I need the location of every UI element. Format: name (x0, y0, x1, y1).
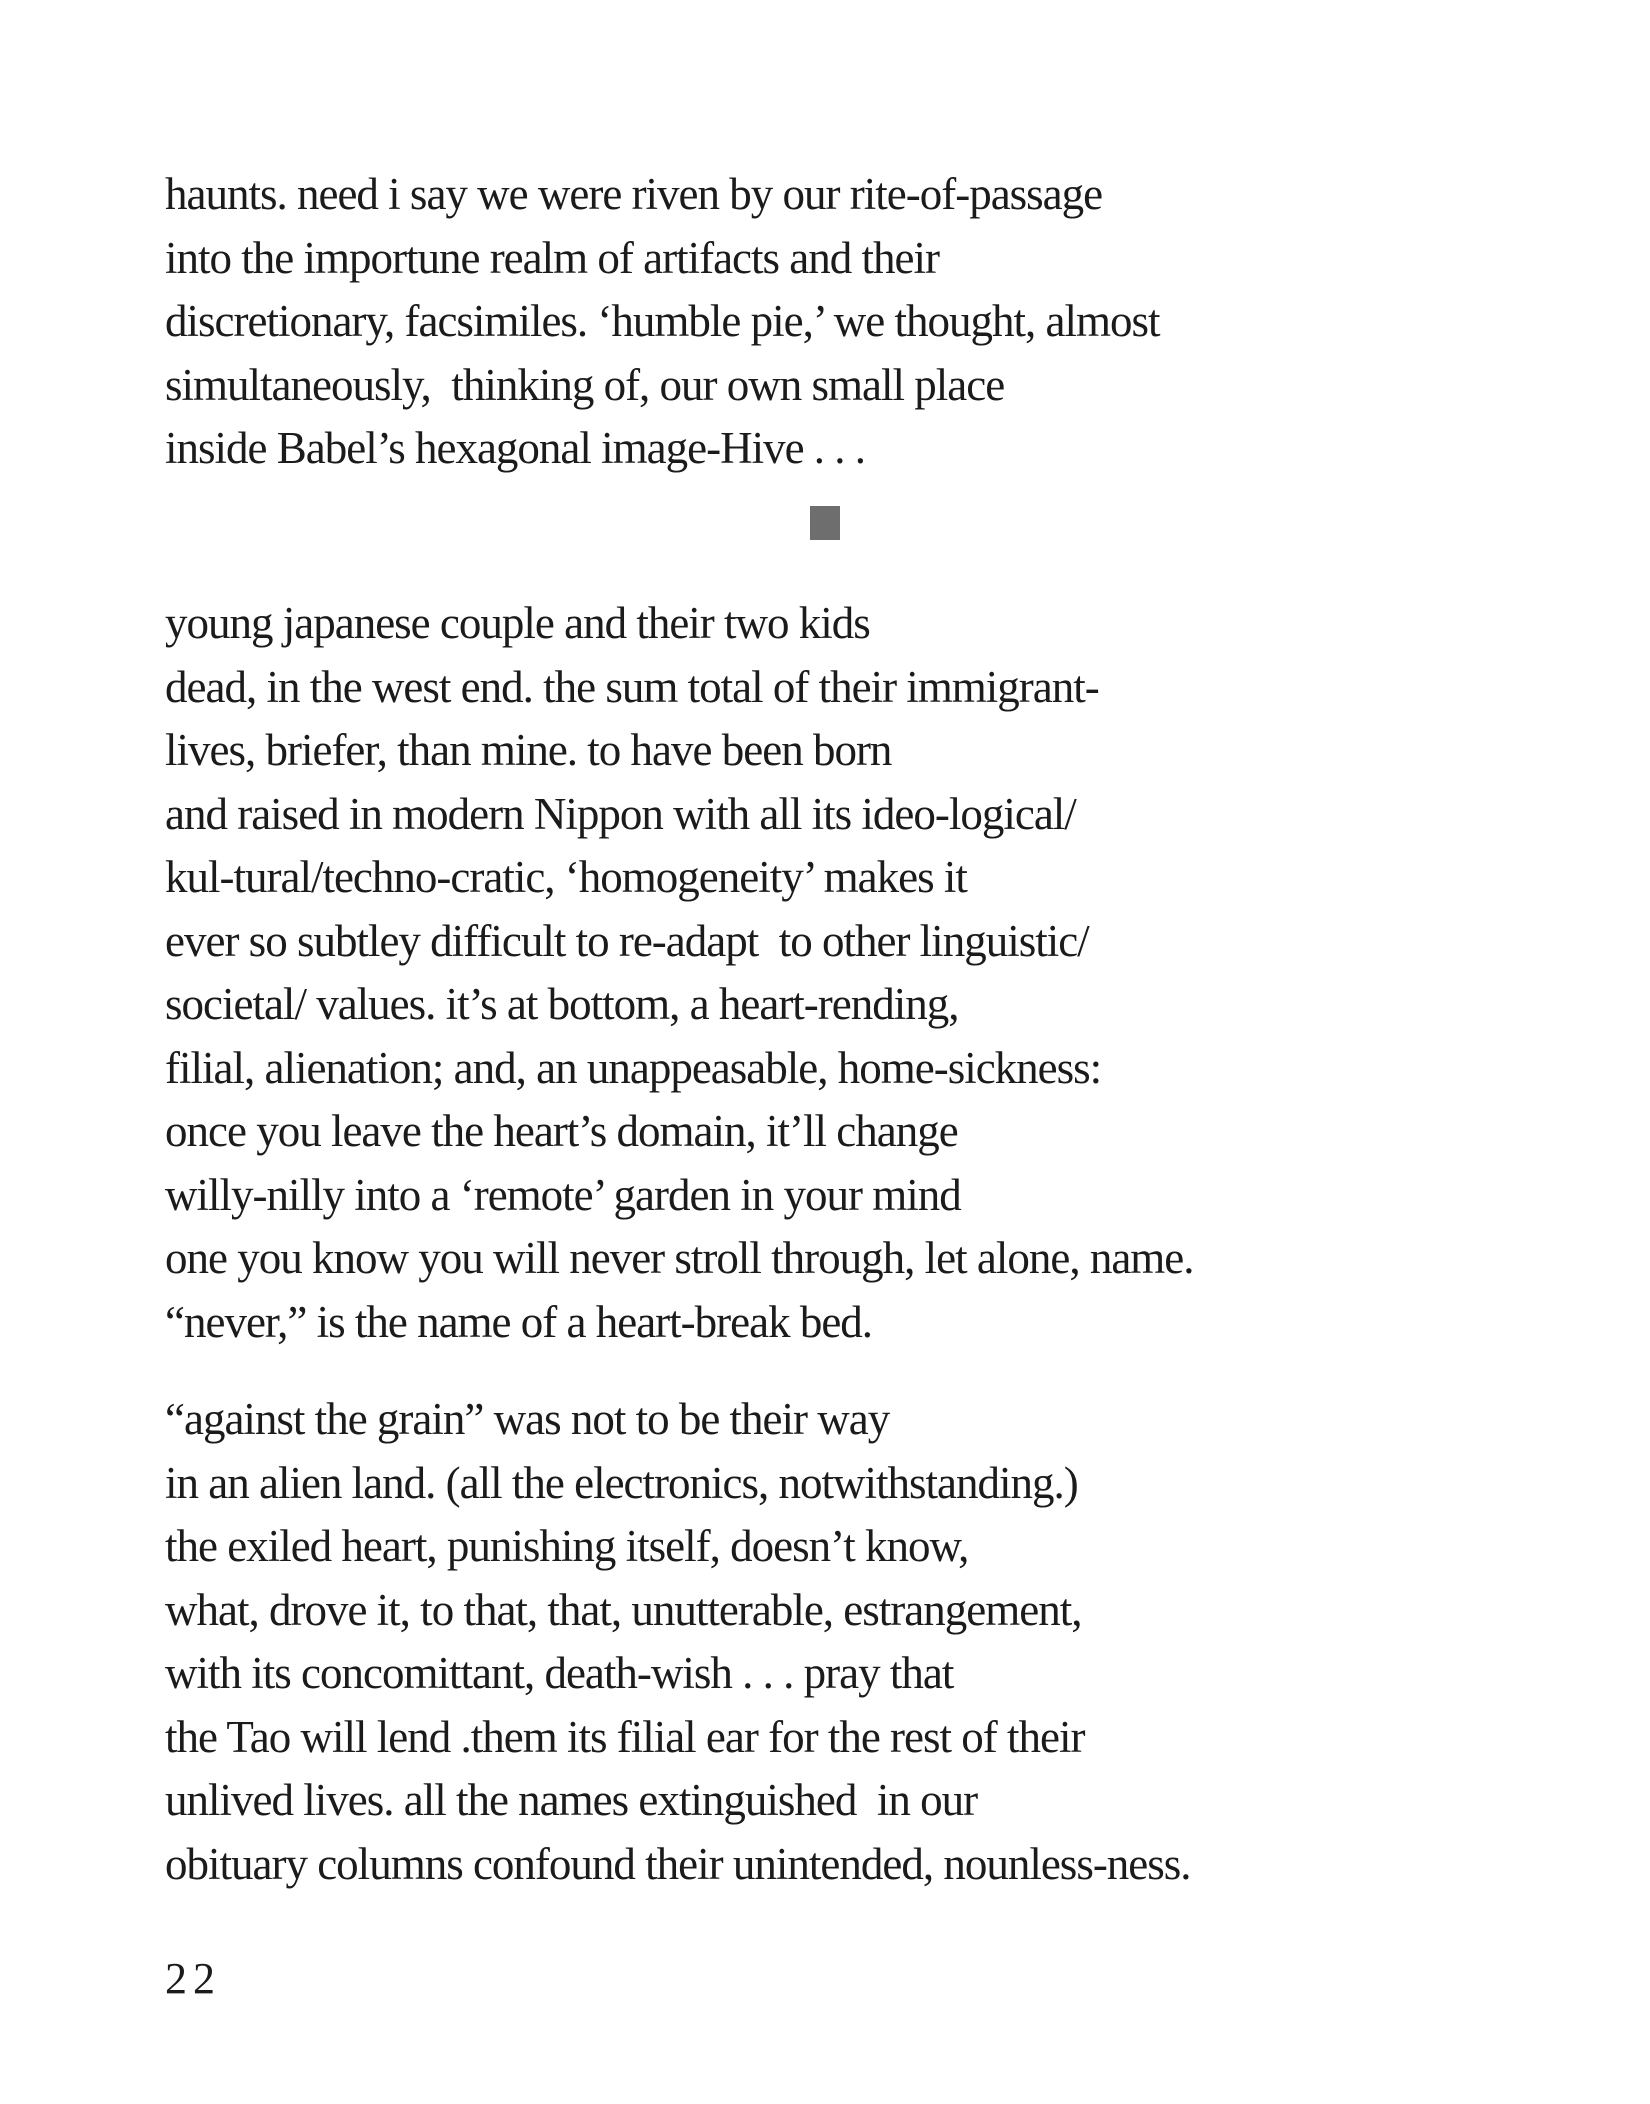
poem-line: unlived lives. all the names extinguished in our (165, 1775, 978, 1825)
poem-line: in an alien land. (all the electronics, notwithstanding.) (165, 1457, 1078, 1508)
poem-line: with its concomittant, death-wish . . . pray that (165, 1648, 954, 1698)
poem-line: societal/ values. it’s at bottom, a heart-rending, (165, 979, 959, 1029)
poem-line: haunts. need i say we were riven by our rite-of-passage (165, 169, 1103, 219)
poem-line: discretionary, facsimiles. ‘humble pie,’ we thought, almost (165, 296, 1160, 346)
poem-line: lives, briefer, than mine. to have been born (165, 725, 892, 775)
page-number: 22 (165, 1954, 221, 2003)
poem-line: inside Babel’s hexagonal image-Hive . . . (165, 423, 866, 473)
poem-line: filial, alienation; and, an unappeasable, home-sickness: (165, 1042, 1102, 1093)
poem-line: the exiled heart, punishing itself, doesn’t know, (165, 1521, 969, 1571)
poem-line: what, drove it, to that, that, unutterable, estrangement, (165, 1584, 1082, 1635)
poem-line: simultaneously, thinking of, our own small place (165, 359, 1005, 410)
poem-stanza-3 (165, 1388, 1191, 1896)
poem-line: kul-tural/techno-cratic, ‘homogeneity’ makes it (165, 852, 967, 902)
poem-line: willy-nilly into a ‘remote’ garden in your mind (165, 1169, 961, 1220)
poem-line: obituary columns confound their unintended, nounless-ness. (165, 1838, 1191, 1889)
poem-line: young japanese couple and their two kids (165, 598, 870, 648)
poem-line: “never,” is the name of a heart-break bed. (165, 1296, 873, 1347)
poem-line: into the importune realm of artifacts and their (165, 232, 939, 283)
poem-line: and raised in modern Nippon with all its ideo-logical/ (165, 788, 1076, 839)
poem-line: once you leave the heart’s domain, it’ll change (165, 1106, 958, 1156)
poem-line: “against the grain” was not to be their way (165, 1394, 890, 1444)
poem-stanza-1 (165, 163, 1159, 481)
section-divider-square (810, 506, 840, 540)
poem-stanza-2 (165, 592, 1194, 1354)
poem-line: ever so subtley difficult to re-adapt to other linguistic/ (165, 915, 1089, 966)
poem-line: one you know you will never stroll through, let alone, name. (165, 1233, 1194, 1283)
poem-line: dead, in the west end. the sum total of their immigrant- (165, 661, 1099, 712)
poem-line: the Tao will lend .them its filial ear for the rest of their (165, 1711, 1085, 1762)
